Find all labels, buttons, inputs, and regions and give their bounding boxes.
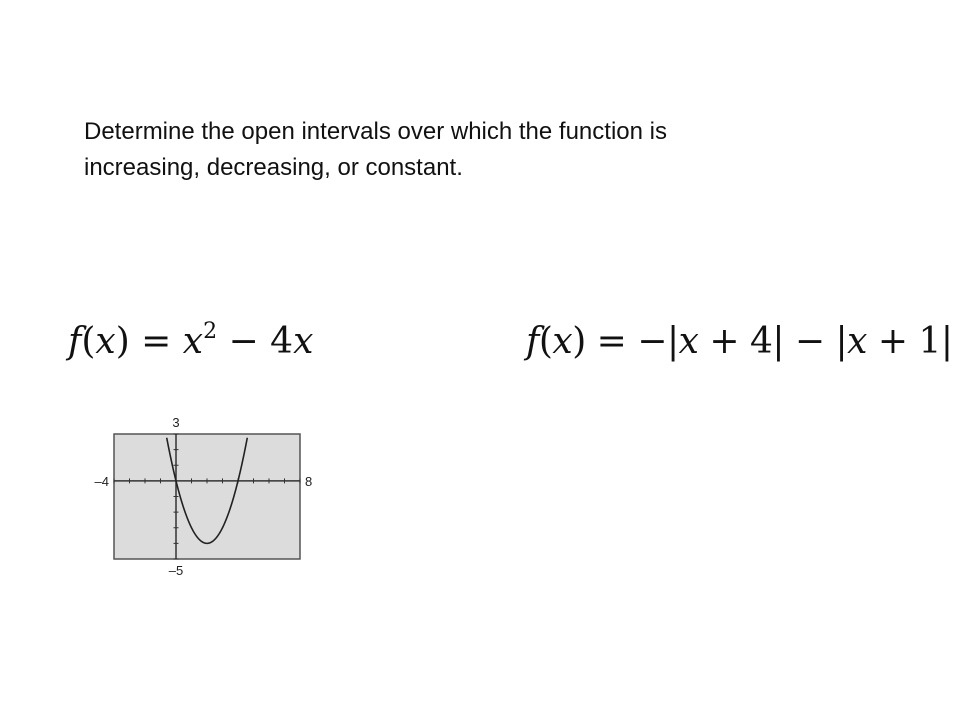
formula-quadratic-var: x	[95, 321, 116, 362]
formula-quadratic-var2: x	[293, 321, 314, 362]
formula-quadratic-close: ) =	[115, 321, 183, 362]
formula-quadratic-exponent: 2	[203, 319, 218, 344]
formula-abs-var3: x	[847, 321, 867, 362]
formula-abs-close: ) = −|	[572, 321, 679, 362]
formula-abs-var2: x	[678, 321, 699, 362]
prompt-line-2: increasing, decreasing, or constant.	[84, 154, 463, 181]
y-max-label: 3	[172, 415, 180, 430]
parabola-graph	[84, 408, 324, 584]
formula-absolute-value	[526, 318, 953, 366]
formula-abs-mid: + 4| − |	[698, 321, 848, 362]
formula-abs-open: (	[538, 321, 553, 362]
formula-abs-f: f	[526, 321, 539, 362]
formula-abs-end: + 1|	[866, 321, 953, 362]
x-min-label: –4	[94, 474, 109, 489]
formula-quadratic-minus: − 4	[217, 321, 294, 362]
problem-prompt	[84, 114, 904, 186]
formula-quadratic-open: (	[81, 321, 96, 362]
prompt-line-1: Determine the open intervals over which the function is	[84, 118, 667, 145]
formula-abs-var: x	[552, 321, 573, 362]
formula-quadratic-base: x	[182, 321, 204, 362]
formula-quadratic-f: f	[68, 321, 82, 362]
y-min-label: –5	[168, 563, 184, 578]
graph-window	[114, 434, 300, 559]
x-max-label: 8	[305, 474, 313, 489]
formula-quadratic	[68, 318, 313, 366]
